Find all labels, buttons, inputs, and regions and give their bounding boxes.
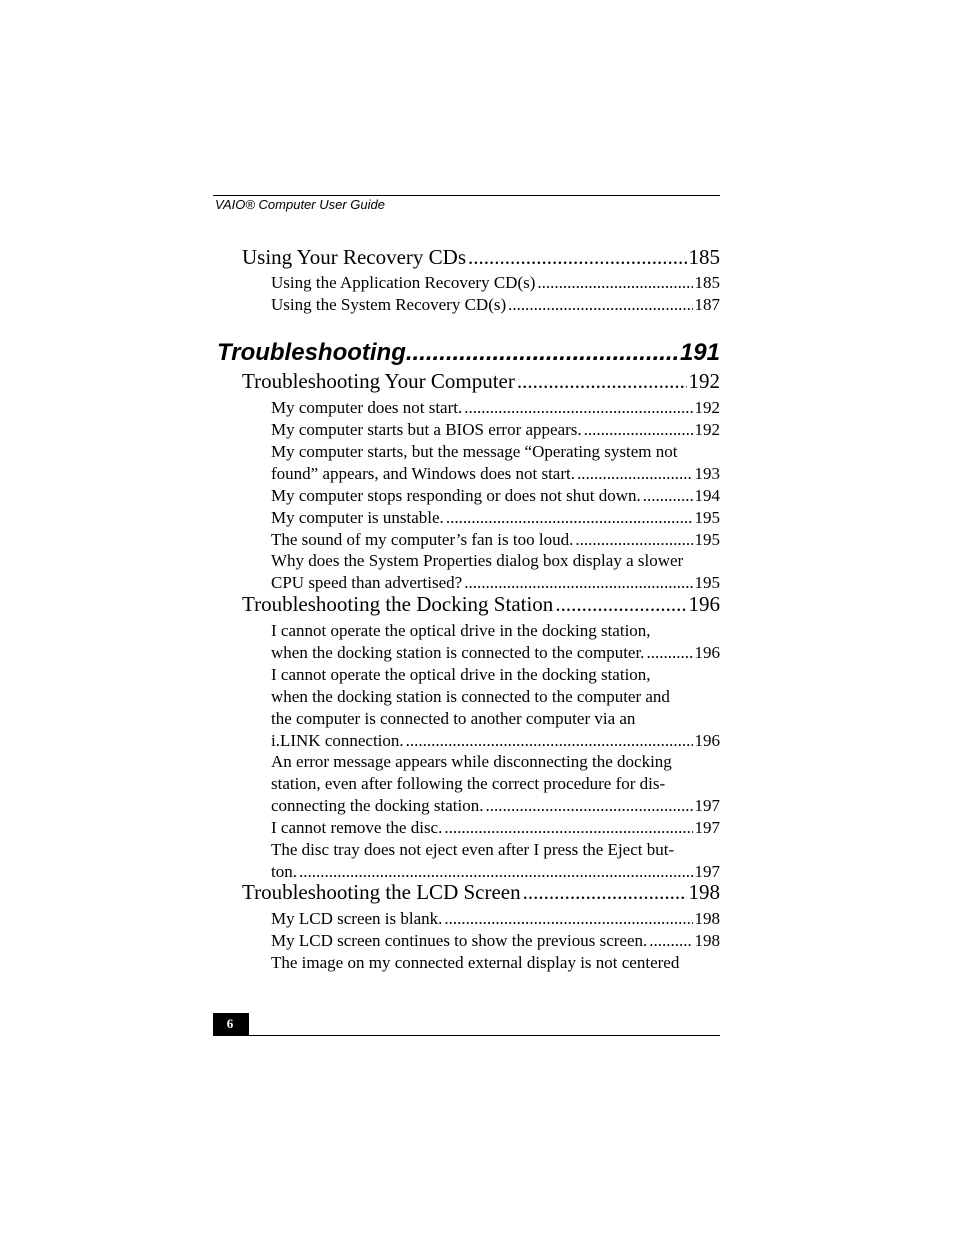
dot-leader bbox=[537, 273, 692, 293]
toc-subentry[interactable] bbox=[271, 486, 720, 506]
toc-entry-text: ton. bbox=[271, 862, 297, 881]
toc-entry-text: Troubleshooting the Docking Station bbox=[242, 592, 554, 616]
toc-page-number: 197 bbox=[694, 818, 720, 837]
toc-subentry[interactable] bbox=[271, 573, 720, 593]
toc-entry-text: Using the Application Recovery CD(s) bbox=[271, 273, 536, 292]
toc-entry-text: i.LINK connection. bbox=[271, 731, 404, 750]
dot-leader bbox=[646, 643, 692, 663]
dot-leader bbox=[485, 796, 692, 816]
toc-page-number: 198 bbox=[694, 931, 720, 950]
toc-subentry[interactable] bbox=[271, 530, 720, 550]
toc-subentry[interactable] bbox=[271, 909, 720, 929]
toc-subentry[interactable] bbox=[271, 398, 720, 418]
toc-page-number: 187 bbox=[694, 295, 720, 314]
dot-leader bbox=[468, 245, 686, 270]
toc-entry-text: when the docking station is connected to the computer. bbox=[271, 643, 645, 662]
dot-leader bbox=[643, 486, 693, 506]
dot-leader bbox=[444, 818, 692, 838]
dot-leader bbox=[517, 369, 687, 394]
toc-entry-computer[interactable] bbox=[242, 369, 720, 394]
toc-page-number: 196 bbox=[694, 731, 720, 750]
toc-page-number: 193 bbox=[694, 464, 720, 483]
toc-page-number: 192 bbox=[694, 398, 720, 417]
toc-subentry-line[interactable]: when the docking station is connected to the computer and bbox=[271, 687, 670, 706]
dot-leader bbox=[464, 398, 692, 418]
dot-leader bbox=[508, 295, 692, 315]
toc-subentry-line[interactable]: An error message appears while disconnecting the docking bbox=[271, 752, 672, 771]
toc-entry-text: Using the System Recovery CD(s) bbox=[271, 295, 507, 314]
dot-leader bbox=[444, 909, 692, 929]
toc-entry-text: My LCD screen is blank. bbox=[271, 909, 443, 928]
dot-leader bbox=[584, 420, 693, 440]
dot-leader bbox=[464, 573, 692, 593]
toc-page-number: 196 bbox=[688, 592, 720, 616]
footer-rule bbox=[213, 1035, 720, 1036]
toc-entry-docking[interactable] bbox=[242, 592, 720, 617]
toc-page-number: 197 bbox=[694, 862, 720, 881]
toc-subentry[interactable] bbox=[271, 796, 720, 816]
dot-leader bbox=[299, 862, 693, 882]
toc-subentry-line[interactable]: I cannot operate the optical drive in the docking station, bbox=[271, 621, 651, 640]
toc-entry-text: Troubleshooting Your Computer bbox=[242, 369, 515, 393]
dot-leader bbox=[446, 508, 693, 528]
dot-leader bbox=[577, 464, 693, 484]
toc-page-number: 185 bbox=[694, 273, 720, 292]
toc-entry-text: My computer does not start. bbox=[271, 398, 463, 417]
toc-subentry-line[interactable]: the computer is connected to another computer via an bbox=[271, 709, 636, 728]
header-rule bbox=[213, 195, 720, 196]
toc-page-number: 198 bbox=[688, 880, 720, 904]
toc-entry-text: The sound of my computer’s fan is too loud. bbox=[271, 530, 574, 549]
toc-page-number: 195 bbox=[694, 508, 720, 527]
toc-page-number: 192 bbox=[688, 369, 720, 393]
toc-entry-text: My LCD screen continues to show the previous screen. bbox=[271, 931, 648, 950]
toc-subentry[interactable] bbox=[271, 643, 720, 663]
page-number: 6 bbox=[226, 1016, 234, 1031]
toc-subentry[interactable] bbox=[271, 818, 720, 838]
toc-entry-text: found” appears, and Windows does not start. bbox=[271, 464, 575, 483]
toc-page-number: 195 bbox=[694, 530, 720, 549]
toc-entry-text: My computer starts but a BIOS error appears. bbox=[271, 420, 582, 439]
toc-subentry-line[interactable]: My computer starts, but the message “Operating system not bbox=[271, 442, 678, 461]
toc-subentry[interactable] bbox=[271, 464, 720, 484]
dot-leader bbox=[575, 530, 692, 550]
document-page bbox=[213, 0, 720, 1235]
dot-leader bbox=[555, 592, 686, 617]
toc-entry-lcd[interactable] bbox=[242, 880, 720, 905]
dot-leader bbox=[649, 931, 692, 951]
toc-entry-text: connecting the docking station. bbox=[271, 796, 484, 815]
toc-page-number: 192 bbox=[694, 420, 720, 439]
toc-page-number: 196 bbox=[694, 643, 720, 662]
toc-subentry[interactable] bbox=[271, 862, 720, 882]
toc-page-number: 185 bbox=[688, 245, 720, 269]
dot-leader bbox=[523, 880, 687, 905]
toc-entry-text: My computer stops responding or does not shut down. bbox=[271, 486, 641, 505]
toc-entry-text: My computer is unstable. bbox=[271, 508, 444, 527]
toc-subentry[interactable] bbox=[271, 731, 720, 751]
toc-subentry[interactable] bbox=[271, 508, 720, 528]
toc-page-number: 194 bbox=[694, 486, 720, 505]
dot-leader bbox=[406, 731, 693, 751]
toc-subentry[interactable] bbox=[271, 420, 720, 440]
toc-page-number: 195 bbox=[694, 573, 720, 592]
toc-subentry-line[interactable]: Why does the System Properties dialog box display a slower bbox=[271, 551, 684, 570]
toc-page-number: 198 bbox=[694, 909, 720, 928]
dot-leader bbox=[406, 339, 680, 367]
toc-subentry-line[interactable]: I cannot operate the optical drive in the docking station, bbox=[271, 665, 651, 684]
toc-subentry[interactable] bbox=[271, 295, 720, 315]
toc-subentry[interactable] bbox=[271, 273, 720, 293]
toc-chapter-troubleshooting[interactable] bbox=[217, 339, 720, 367]
running-header: VAIO® Computer User Guide bbox=[215, 197, 385, 212]
toc-subentry[interactable] bbox=[271, 931, 720, 951]
toc-page-number: 197 bbox=[694, 796, 720, 815]
toc-subentry-line[interactable]: The disc tray does not eject even after I press the Eject but- bbox=[271, 840, 675, 859]
chapter-page-number: 191 bbox=[679, 339, 720, 366]
toc-entry-text: Using Your Recovery CDs bbox=[242, 245, 467, 269]
toc-subentry-line[interactable]: station, even after following the correct procedure for dis- bbox=[271, 774, 666, 793]
toc-entry-text: Troubleshooting the LCD Screen bbox=[242, 880, 521, 904]
toc-entry-text: I cannot remove the disc. bbox=[271, 818, 443, 837]
chapter-title: Troubleshooting bbox=[217, 339, 406, 366]
toc-entry-text: CPU speed than advertised? bbox=[271, 573, 463, 592]
toc-entry-recovery[interactable] bbox=[242, 245, 720, 270]
toc-subentry-line[interactable]: The image on my connected external display is not centered bbox=[271, 953, 680, 972]
